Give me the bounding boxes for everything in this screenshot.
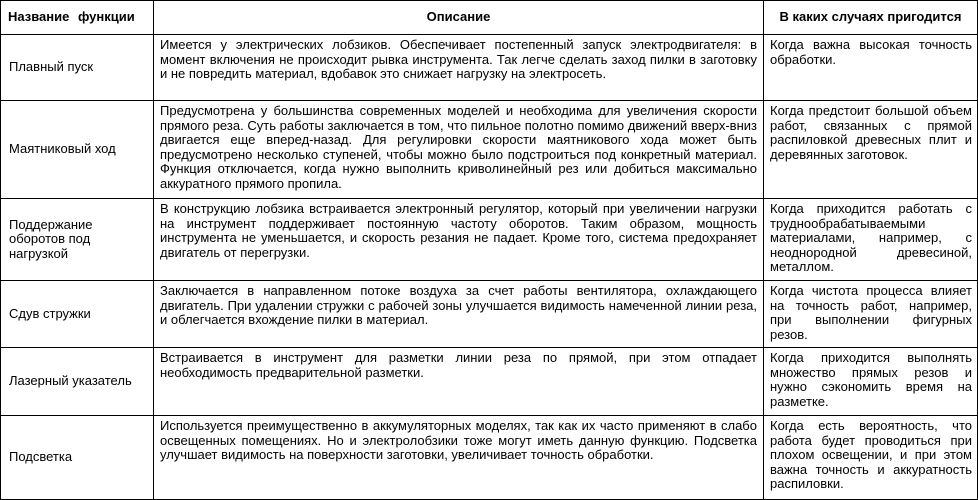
cell-name: [1, 281, 154, 348]
cell-name: [1, 101, 154, 199]
table-row: [1, 348, 978, 416]
cell-description: [154, 348, 764, 416]
cell-when-text: Когда чистота процесса влияет на точность работ, например, при выполнении фигурных резов.: [770, 283, 972, 342]
cell-when-text: Когда предстоит большой объем работ, связанных с прямой распиловкой древесных плит и деревянных заготовок.: [770, 103, 972, 162]
header-description: [154, 1, 764, 35]
cell-description-text: Предусмотрена у большинства современных моделей и необходима для увеличения скорости прямого реза. Суть работы заключается в том, что пильное полотно помимо движений вверх-вниз двигается еще вперед-назад. Для регулировки скорости маятникового хода может быть предусмотрено несколько ступеней, чтобы можно было подстроиться под конкретный материал. Функция отключается, когда нужно выполнить криволинейный рез или добиться максимально аккуратного прямого пропила.: [160, 103, 757, 191]
table-row: [1, 101, 978, 199]
cell-when-text: Когда важна высокая точность обработки.: [770, 37, 972, 67]
cell-name-text: Поддержание оборотов под нагрузкой: [9, 216, 93, 261]
cell-description-text: Имеется у электрических лобзиков. Обеспечивает постепенный запуск электродвигателя: в момент включения не происходит рывка инструмента. Так легче сделать заход пилки в заготовку и не повредить материал, вдобавок это снижает нагрузку на электросеть.: [160, 37, 757, 81]
table-header: [1, 1, 978, 35]
cell-description-text: Используется преимущественно в аккумуляторных моделях, так как их часто применяют в слабо освещенных помещениях. Но и электролобзики тоже могут иметь данную функцию. Подсветка улучшает видимость на поверхности заготовки, увеличивает точность обработки.: [160, 418, 757, 462]
cell-description: [154, 35, 764, 101]
header-when: [764, 1, 978, 35]
cell-description: [154, 101, 764, 199]
cell-when-text: Когда приходится работать с труднообрабатываемыми материалами, например, с неоднородной древесиной, металлом.: [770, 201, 972, 274]
table-row: [1, 35, 978, 101]
cell-when: [764, 281, 978, 348]
table-row: [1, 416, 978, 500]
cell-name: [1, 35, 154, 101]
cell-name: [1, 416, 154, 500]
header-name: [1, 1, 154, 35]
cell-when-text: Когда есть вероятность, что работа будет проводиться при плохом освещении, и при этом важна точность и аккуратность распиловки.: [770, 418, 972, 491]
cell-description: [154, 416, 764, 500]
cell-when: [764, 416, 978, 500]
cell-when: [764, 101, 978, 199]
table-row: [1, 199, 978, 281]
cell-name-text: Подсветка: [9, 449, 73, 465]
cell-name-text: Плавный пуск: [9, 59, 94, 75]
table-row: [1, 281, 978, 348]
cell-description-text: Встраивается в инструмент для разметки линии реза по прямой, при этом отпадает необходимость предварительной разметки.: [160, 350, 757, 380]
cell-name: [1, 348, 154, 416]
cell-description: [154, 199, 764, 281]
header-name-label: Название функции: [8, 9, 135, 25]
cell-when: [764, 348, 978, 416]
cell-when: [764, 199, 978, 281]
cell-when-text: Когда приходится выполнять множество прямых резов и нужно сэкономить время на разметке.: [770, 350, 972, 409]
cell-when: [764, 35, 978, 101]
cell-name-text: Лазерный указатель: [9, 373, 132, 389]
cell-description-text: В конструкцию лобзика встраивается электронный регулятор, который при увеличении нагрузки на инструмент поддерживает постоянную частоту оборотов. Таким образом, мощность инструмента не уменьшается, и скорость резания не падает. Кроме того, система предохраняет двигатель от перегрузки.: [160, 201, 757, 260]
cell-name-text: Маятниковый ход: [9, 141, 116, 157]
cell-name-text: Сдув стружки: [9, 305, 91, 321]
table-body: [1, 35, 978, 500]
cell-description-text: Заключается в направленном потоке воздуха за счет работы вентилятора, охлаждающего двигатель. При удалении стружки с рабочей зоны улучшается видимость намеченной линии реза, и облегчается вхождение пилки в материал.: [160, 283, 757, 327]
cell-name: [1, 199, 154, 281]
header-description-label: Описание: [426, 9, 491, 25]
header-when-label: В каких случаях пригодится: [779, 9, 962, 25]
cell-description: [154, 281, 764, 348]
header-row: [1, 1, 978, 35]
